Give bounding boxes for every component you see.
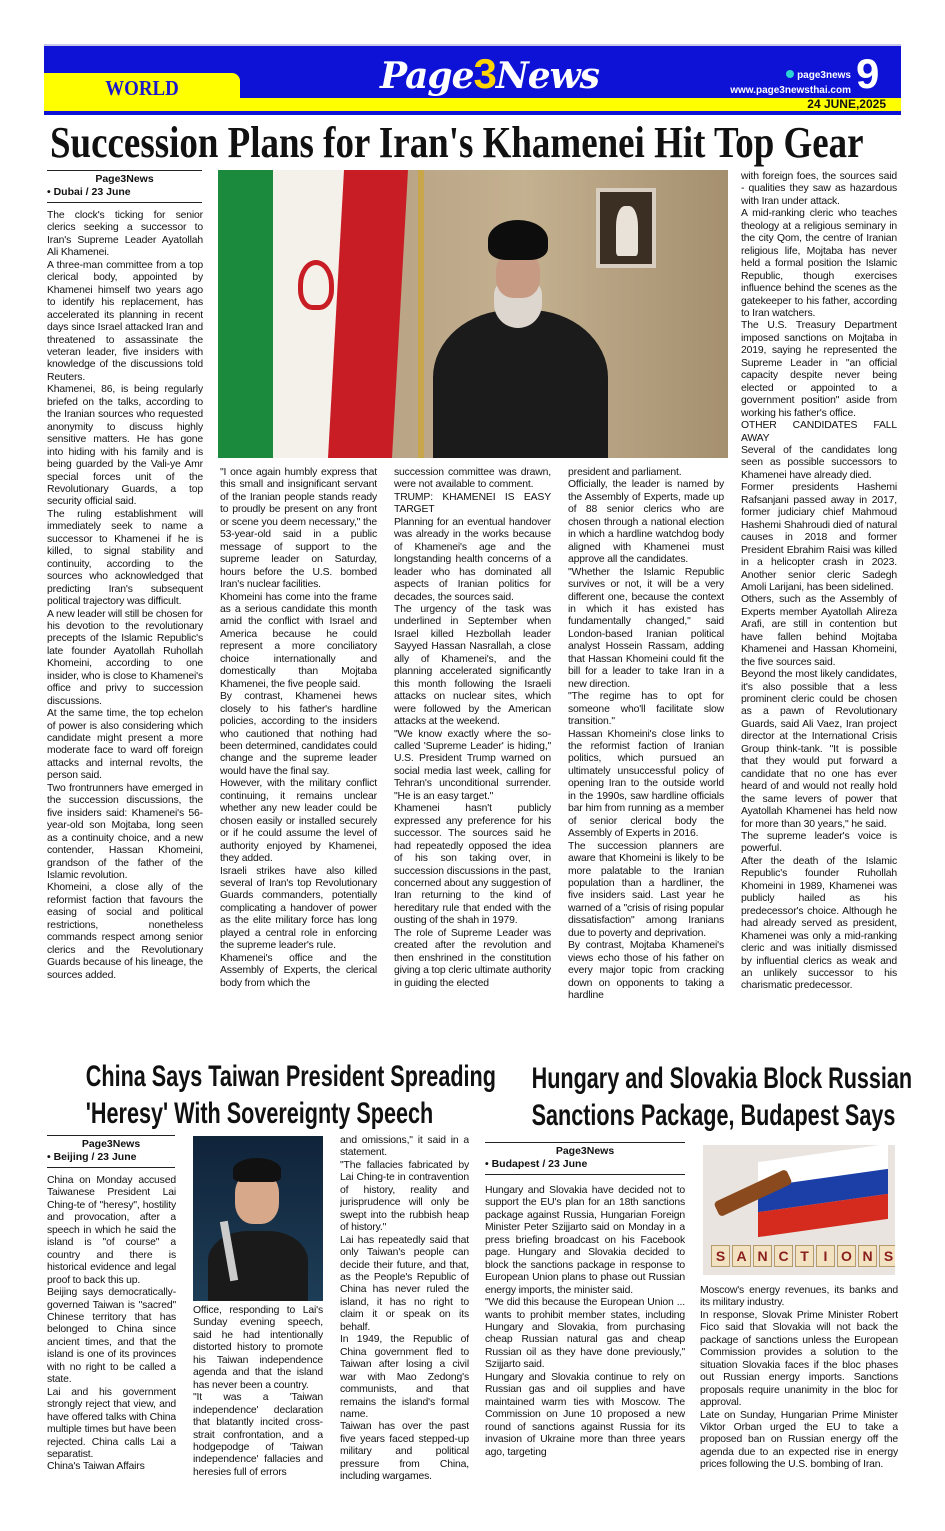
hungary-headline-line2: Sanctions Package, Budapest Says xyxy=(531,1099,896,1132)
paragraph: "We did this because the European Union ... wants to prohibit member states, including Hungary and Slovakia, from purchasing cheap Russian natural gas and cheap Russian oil as they have done previously," Szijjarto said. xyxy=(485,1297,685,1371)
paragraph: succession committee was drawn, were not available to comment. xyxy=(394,467,551,491)
main-column-3 xyxy=(394,467,551,1055)
main-byline xyxy=(47,170,202,203)
china-headline-line1: China Says Taiwan President Spreading xyxy=(85,1060,496,1093)
paragraph: Hungary and Slovakia have decided not to support the EU's plan for an 18th sanctions package against Russia, Hungarian Foreign Minister Peter Szijjarto said on Monday in a press briefing broadcast on his Facebook page. Hungary and Slovakia decided to block the sanctions package in response to European Union plans to phase out Russian energy imports, the minister said. xyxy=(485,1185,685,1296)
paragraph: A three-man committee from a top clerical body, appointed by Khamenei himself two years ago to identify his replacement, has accelerated its planning in recent days since Israel attacked Iran and threatened to assassinate the veteran leader, five insiders with knowledge of the discussions told Reuters. xyxy=(47,259,203,383)
paragraph: "The regime has to opt for someone who'll facilitate slow transition." xyxy=(568,691,724,728)
flag-pole xyxy=(418,170,424,458)
byline-dateline: • Dubai / 23 June xyxy=(47,186,131,198)
china-column-3 xyxy=(340,1135,469,1490)
paragraph: Moscow's energy revenues, its banks and its military industry. xyxy=(700,1285,898,1309)
main-column-1 xyxy=(47,210,203,1055)
paragraph: Khamenei, 86, is being regularly briefed on the talks, according to the Iranian sources who requested anonymity to discuss highly sensitive matters. He has gone into hiding with his family and is being guarded by the Vali-ye Amr special forces unit of the Revolutionary Guards, a top security official said. xyxy=(47,384,203,508)
section-label: WORLD xyxy=(105,76,179,100)
byline-dateline: • Budapest / 23 June xyxy=(485,1158,588,1170)
page-number: 9 xyxy=(856,50,880,97)
contact-info xyxy=(725,68,851,98)
paragraph: Khamenei's office and the Assembly of Experts, the clerical body from which the xyxy=(220,952,377,989)
main-column-2 xyxy=(220,467,377,1055)
paragraph: At the same time, the top echelon of power is also considering which candidate might present a more moderate face to ward off foreign attacks and internal revolts, the person said. xyxy=(47,708,203,782)
letter-tile: S xyxy=(711,1245,730,1267)
hungary-column-1 xyxy=(485,1185,685,1490)
paragraph: "It was a 'Taiwan independence' declaration that blatantly incited cross-strait confrontation, and a hodgepodge of 'Taiwan independence' fallacies and heresies full of errors xyxy=(193,1392,323,1478)
paragraph: The succession planners are aware that Khomeini is likely to be more palatable to the Iranian population than a hardliner, the five insiders said. Last year he warned of a "crisis of rising popular dissatisfaction" among Iranians due to poverty and deprivation. xyxy=(568,840,724,939)
byline-source: Page3News xyxy=(81,1138,141,1150)
flag-green-stripe xyxy=(218,170,273,458)
paragraph: Israeli strikes have also killed several of Iran's top Revolutionary Guards commanders, potentially complicating a handover of power as the elite military force has long played a central role in enforcing the supreme leader's rule. xyxy=(220,865,377,952)
paragraph: Hungary and Slovakia continue to rely on Russian gas and oil supplies and have maintained warm ties with Moscow. The Commission on June 10 proposed a new round of sanctions against Russia for its invasion of Ukraine more than three years ago, targeting xyxy=(485,1371,685,1458)
lai-ching-te-photo xyxy=(193,1136,323,1301)
logo-number: 3 xyxy=(473,50,496,97)
logo-text-left: Page xyxy=(380,55,474,97)
flag-emblem xyxy=(298,260,334,310)
paragraph: The U.S. Treasury Department imposed sanctions on Mojtaba in 2019, saying he represented the Supreme Leader in "an official capacity despite never being elected or appointed to a government position" aside from working his father's office. xyxy=(741,320,897,419)
paragraph: Hassan Khomeini's close links to the reformist faction of Iranian politics, which pursued an ultimately unsuccessful policy of opening Iran to the outside world in the 1990s, saw hardline officials bar him from running as a member of senior clerical body the Assembly of Experts in 2016. xyxy=(568,728,724,840)
paragraph: with foreign foes, the sources said - qualities they saw as hazardous with Iran under attack. xyxy=(741,171,897,207)
letter-tile: S xyxy=(879,1245,895,1267)
paragraph: TRUMP: KHAMENEI IS EASY TARGET xyxy=(394,491,551,516)
issue-date: 24 JUNE,2025 xyxy=(807,97,886,111)
letter-tile: N xyxy=(858,1245,877,1267)
byline-source: Page3News xyxy=(95,173,154,185)
letter-tile: O xyxy=(837,1245,856,1267)
paragraph: Planning for an eventual handover was already in the works because of Khamenei's age and the longstanding health concerns of a leader who has dominated all aspects of Iranian politics for decades, the sources said. xyxy=(394,516,551,603)
paragraph: Beijing says democratically-governed Taiwan is "sacred" Chinese territory that has belonged to China since ancient times, and that the island is one of its provinces with no right to be called a state. xyxy=(47,1287,176,1386)
letter-tile: C xyxy=(774,1245,793,1267)
hungary-headline-line1: Hungary and Slovakia Block Russian xyxy=(531,1062,913,1095)
paragraph: OTHER CANDIDATES FALL AWAY xyxy=(741,420,897,444)
paragraph: Late on Sunday, Hungarian Prime Minister Viktor Orban urged the EU to take a proposed ban on Russian energy off the agenda due to an expected rise in energy prices following the U.S. bombing of Iran. xyxy=(700,1409,898,1471)
paragraph: president and parliament. xyxy=(568,467,682,478)
masthead-rule xyxy=(44,111,901,115)
paragraph: However, with the military conflict continuing, it remains unclear whether any new leader could be chosen easily or installed securely or if he could assume the level of authority enjoyed by Khamenei, they added. xyxy=(220,778,377,865)
paragraph: The urgency of the task was underlined in September when Israel killed Hezbollah leader Sayyed Hassan Nasrallah, a close ally of Khamenei's, and the planning accelerated significantly this month following the Israeli attacks on nuclear sites, which were followed by the American attacks at the weekend. xyxy=(394,603,551,728)
paragraph: Khomeini, a close ally of the reformist faction that favours the easing of social and political restrictions, nonetheless commands respect among senior clerics and the Revolutionary Guards because of his lineage, the sources added. xyxy=(47,882,203,981)
paragraph: "Whether the Islamic Republic survives or not, it will be a very different one, because the context in which it has existed has fundamentally changed," said London-based Iranian political analyst Hossein Rassam, adding that Hassan Khomeini could fit the bill for a leader to take Iran in a new direction. xyxy=(568,566,724,690)
figure-robe xyxy=(433,310,608,458)
logo-text-right: News xyxy=(495,55,599,97)
paragraph: By contrast, Mojtaba Khamenei's views echo those of his father on every major topic from cracking down on opponents to taking a hardline xyxy=(568,940,724,1002)
paragraph: The clock's ticking for senior clerics seeking a successor to Iran's Supreme Leader Ayatollah Ali Khamenei. xyxy=(47,210,203,259)
sanctions-letters xyxy=(711,1245,895,1267)
china-column-2 xyxy=(193,1305,323,1485)
website-link[interactable]: www.page3newsthai.com xyxy=(730,85,851,96)
russia-flag xyxy=(758,1145,888,1237)
paragraph: Former presidents Hashemi Rafsanjani passed away in 2017, former judiciary chief Mahmoud Hashemi Shahroudi died of natural causes in 2018 and former President Ebrahim Raisi was killed in a helicopter crash in 2023. Another senior cleric Sadegh Amoli Larijani, has been sidelined. xyxy=(741,482,897,593)
paragraph: Khomeini has come into the frame as a serious candidate this month amid the conflict with Israel and America because he could represent a more conciliatory choice internationally and domestically than Mojtaba Khamenei, the five people said. xyxy=(220,591,377,690)
paragraph: Taiwan has over the past five years faced stepped-up military and political pressure from China, including wargames. xyxy=(340,1421,469,1483)
paragraph: Lai has repeatedly said that only Taiwan's people can decide their future, and that, as the People's Republic of China has never ruled the island, it has no right to claim it or speak on its behalf. xyxy=(340,1234,469,1333)
paragraph: A mid-ranking cleric who teaches theology at a religious seminary in the city Qom, the centre of Iranian religious life, Mojtaba has never held a formal position the Islamic Republic, though exercises influence behind the scenes as the gatekeeper to his father, according to Iran watchers. xyxy=(741,208,897,319)
byline-source: Page3News xyxy=(555,1145,615,1157)
paragraph: Two frontrunners have emerged in the succession discussions, the five insiders said: Khamenei's 56-year-old son Mojtaba, long seen as a continuity choice, and a new contender, Hassan Khomeini, grandson of the father of the Islamic revolution. xyxy=(47,782,203,882)
paragraph: and omissions," it said in a statement. xyxy=(340,1135,469,1159)
paragraph: Khamenei hasn't publicly expressed any preference for his successor. The sources said he had repeatedly opposed the idea of his son taking over, in succession discussions in the past, concerned about any suggestion of Iran returning to the kind of hereditary rule that ended with the ousting of the shah in 1979. xyxy=(394,803,551,927)
paragraph: Others, such as the Assembly of Experts member Ayatollah Alireza Arafi, are still in contention but have fallen behind Mojtaba Khamenei and Hassan Khomeini, the five sources said. xyxy=(741,594,897,668)
section-tab xyxy=(44,73,240,104)
social-icon xyxy=(786,70,794,78)
paragraph: The ruling establishment will immediately seek to name a successor to Khamenei if he is killed, to signal stability and continuity, according to the sources who acknowledged that predicting Iran's subsequent political trajectory was difficult. xyxy=(47,508,203,608)
paragraph: Office, responding to Lai's Sunday evening speech, said he had intentionally distorted history to promote his Taiwan independence agenda and that the island has never been a country. xyxy=(193,1305,323,1391)
paragraph: By contrast, Khamenei hews closely to his father's hardline policies, according to the insiders who cautioned that nothing had been determined, candidates could change and the supreme leader would have the final say. xyxy=(220,691,377,777)
main-headline: Succession Plans for Iran's Khamenei Hit Top Gear xyxy=(50,118,864,167)
main-column-4 xyxy=(568,467,724,1055)
letter-tile: I xyxy=(816,1245,835,1267)
social-handle: page3news xyxy=(797,70,851,81)
paragraph: Officially, the leader is named by the Assembly of Experts, made up of 88 senior clerics who are chosen through a national election in which a hardline watchdog body aligned with Khamenei must approve all the candidates. xyxy=(568,479,724,566)
paragraph: Lai and his government strongly reject that view, and have offered talks with China multiple times but have been rejected. China calls Lai a separatist. xyxy=(47,1386,176,1460)
china-byline xyxy=(47,1135,175,1168)
figure-turban xyxy=(488,220,548,260)
byline-dateline: • Beijing / 23 June xyxy=(47,1151,137,1163)
paragraph: A new leader will still be chosen for his devotion to the revolutionary precepts of the Islamic Republic's late founder Ayatollah Ruhollah Khomeini, according to one insider, who is close to Khamenei's office and privy to succession discussions. xyxy=(47,608,203,707)
paragraph: The supreme leader's voice is powerful. xyxy=(741,831,897,855)
letter-tile: T xyxy=(795,1245,814,1267)
china-column-1 xyxy=(47,1175,176,1520)
paragraph: The role of Supreme Leader was created after the revolution and then enshrined in the constitution giving a top cleric ultimate authority in guiding the elected xyxy=(394,927,551,989)
wall-portrait xyxy=(596,188,656,268)
letter-tile: A xyxy=(732,1245,751,1267)
paragraph: "The fallacies fabricated by Lai Ching-te in contravention of history, reality and jurisprudence will only be swept into the rubbish heap of history." xyxy=(340,1159,469,1234)
hungary-byline xyxy=(485,1142,685,1175)
paragraph: In response, Slovak Prime Minister Robert Fico said that Slovakia will not back the package of sanctions unless the European Commission provides a solution to the situation Slovakia faces if the bloc phases out Russian energy imports. Sanctions proposals require unanimity in the bloc for approval. xyxy=(700,1309,898,1409)
hungary-column-2 xyxy=(700,1285,898,1490)
paragraph: Beyond the most likely candidates, it's also possible that a less prominent cleric could be chosen as a pawn of Revolutionary Guards, said Ali Vaez, Iran project director at the International Crisis Group think-tank. "It is possible that they would put forward a candidate that no one has ever heard of and would not really hold the same levers of power that Ayatollah Khamenei has held now for more than 30 years," he said. xyxy=(741,669,897,830)
khamenei-photo xyxy=(218,170,728,458)
sanctions-photo xyxy=(703,1145,895,1275)
china-headline-line2: 'Heresy' With Sovereignty Speech xyxy=(85,1097,434,1130)
paragraph: China on Monday accused Taiwanese President Lai Ching-te of "heresy", hostility and provocation, after a speech in which he said the island is "of course" a country and there is historical evidence and legal proof to back this up. xyxy=(47,1175,176,1286)
paragraph: In 1949, the Republic of China government fled to Taiwan after losing a civil war with Mao Zedong's communists, and that remains the island's formal name. xyxy=(340,1334,469,1420)
figure-hair xyxy=(233,1158,281,1182)
letter-tile: N xyxy=(753,1245,772,1267)
newspaper-logo xyxy=(380,50,599,98)
paragraph: "I once again humbly express that this small and insignificant servant of the Iranian people stands ready to proudly be present on any front or scene you deem necessary," the 53-year-old said in a public message of support to the supreme leader on Saturday, hours before the U.S. bombed Iran's nuclear facilities. xyxy=(220,467,377,591)
paragraph: Several of the candidates long seen as possible successors to Khamenei have already died. xyxy=(741,444,897,481)
main-column-5 xyxy=(741,171,897,1055)
paragraph: After the death of the Islamic Republic's founder Ruhollah Khomeini in 1989, Khamenei was publicly hailed as his predecessor's choice. Although he had already served as president, Khamenei was only a mid-ranking cleric and was initially dismissed by influential clerics as weak and an unlikely successor to his charismatic predecessor. xyxy=(741,855,897,992)
paragraph: "We know exactly where the so-called 'Supreme Leader' is hiding," U.S. President Trump warned on social media last week, calling for Tehran's unconditional surrender. "He is an easy target." xyxy=(394,728,551,802)
paragraph: China's Taiwan Affairs xyxy=(47,1461,145,1473)
